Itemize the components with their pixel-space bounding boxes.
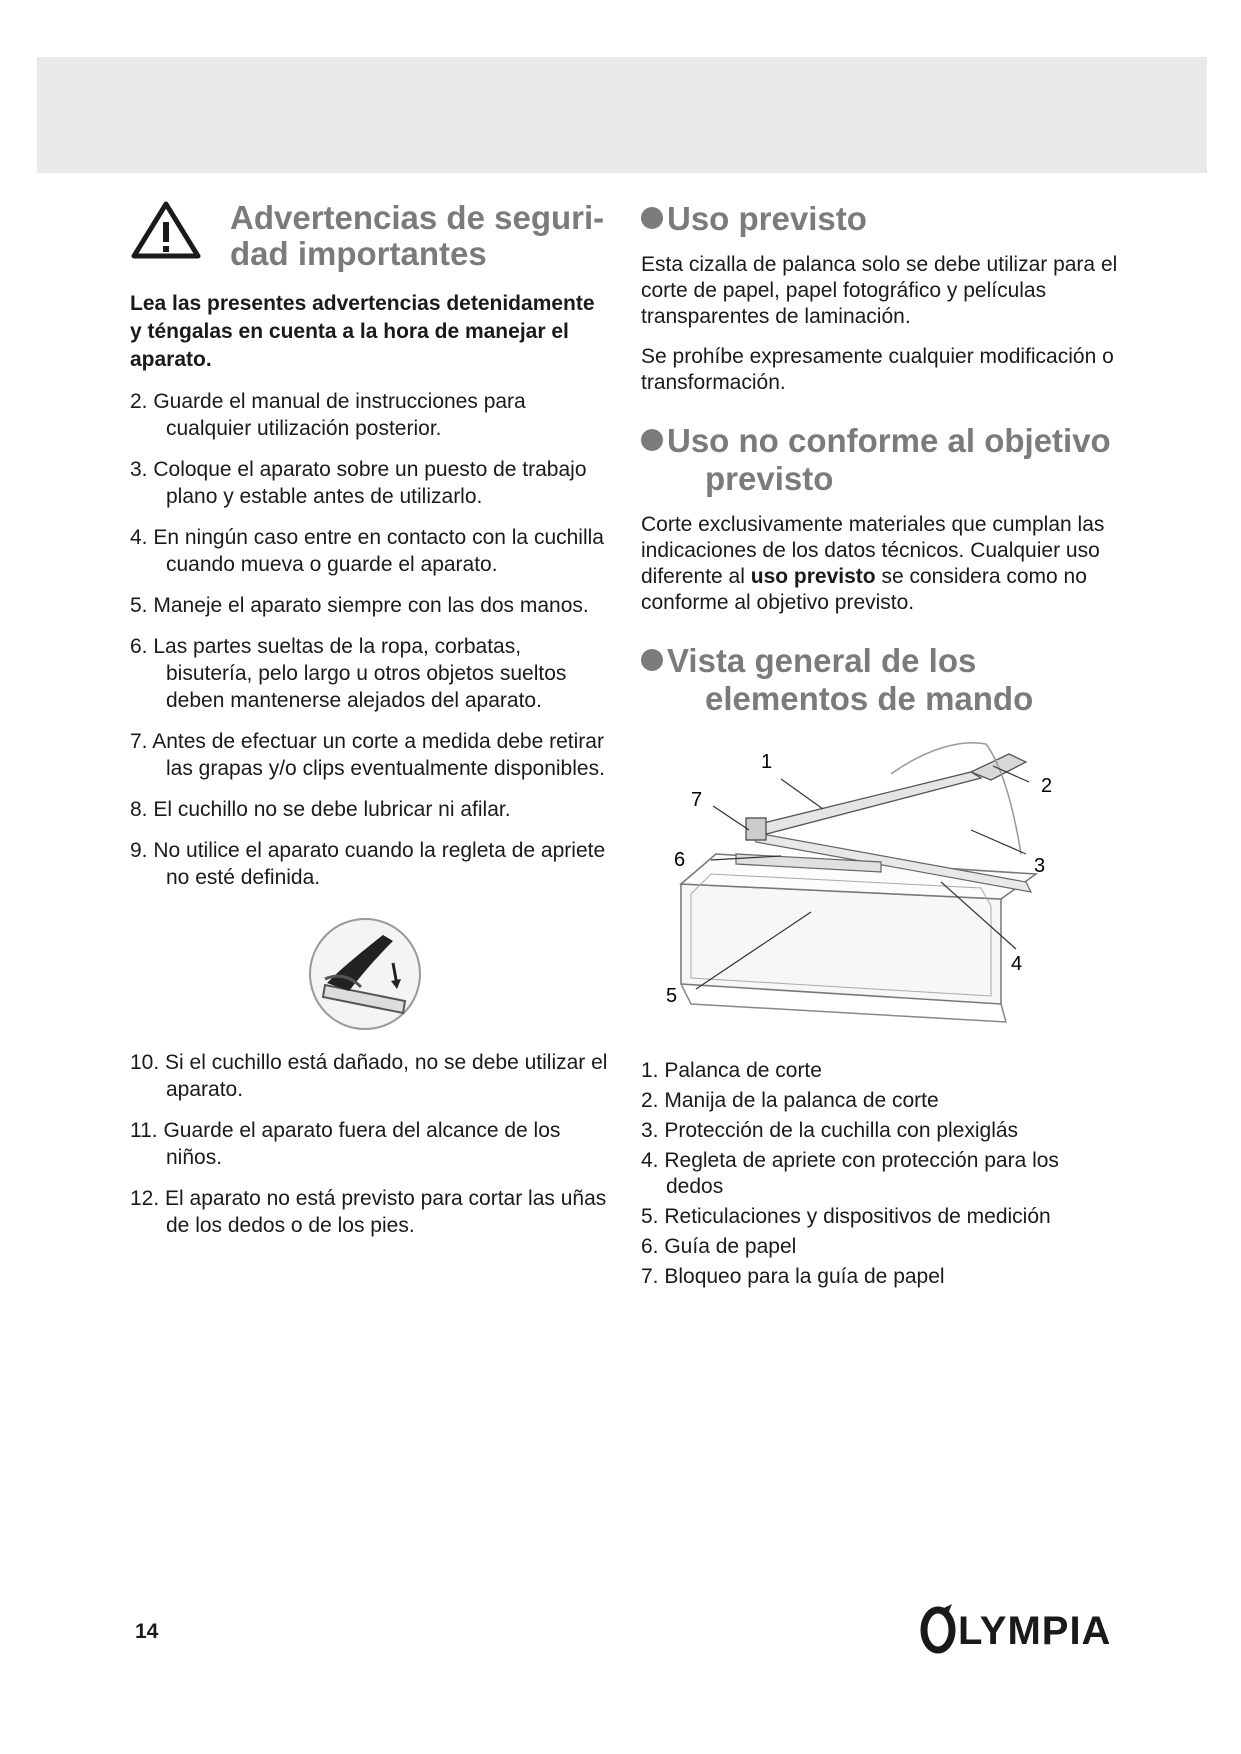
cutter-diagram [641,734,1121,1054]
list-item: 12. El aparato no está previsto para cortar las uñas de los dedos o de los pies. [130,1187,607,1237]
safety-intro: Lea las presentes advertencias detenidamente y téngalas en cuenta a la hora de manejar el aparato. [130,292,595,371]
list-item: 6. Las partes sueltas de la ropa, corbatas, bisutería, pelo largo u otros objetos sueltos deben mantenerse alejados del aparato. [130,635,567,712]
modification-text: Se prohíbe expresamente cualquier modificación o transformación. [641,345,1114,394]
safety-list-a [130,388,610,891]
olympia-logo [918,1602,1134,1656]
callout-2: 2 [1041,775,1053,797]
clamp-illustration [305,915,425,1033]
parts-list [641,1058,1121,1290]
page-number: 14 [135,1620,159,1643]
list-item: 2. Guarde el manual de instrucciones para cualquier utilización posterior. [130,390,526,440]
list-item: 5. Reticulaciones y dispositivos de medición [641,1205,1051,1228]
callout-7: 7 [691,789,703,811]
section-title-misuse: Uso no conforme al objetivo previsto [641,422,1121,498]
section-title-overview: Vista general de los elementos de mando [641,642,1121,718]
safety-title-line1: Advertencias de seguri- [230,199,605,236]
list-item: 7. Bloqueo para la guía de papel [641,1265,945,1288]
svg-text:LYMPIA: LYMPIA [958,1609,1112,1653]
list-item: 1. Palanca de corte [641,1059,822,1082]
list-item: 4. En ningún caso entre en contacto con la cuchilla cuando mueva o guarde el aparato. [130,526,604,576]
list-item: 9. No utilice el aparato cuando la regleta de apriete no esté definida. [130,839,606,889]
list-item: 8. El cuchillo no se debe lubricar ni afilar. [130,798,511,821]
list-item: 4. Regleta de apriete con protección para los dedos [641,1149,1059,1198]
callout-3: 3 [1034,855,1046,877]
usage-column [641,200,1121,1290]
list-item: 7. Antes de efectuar un corte a medida debe retirar las grapas y/o clips eventualmente disponibles. [130,730,605,780]
warning-triangle-icon [130,200,202,260]
list-item: 5. Maneje el aparato siempre con las dos manos. [130,594,589,617]
list-item: 11. Guarde el aparato fuera del alcance de los niños. [130,1119,561,1169]
callout-4: 4 [1011,953,1023,975]
list-item: 6. Guía de papel [641,1235,797,1258]
safety-title-line2: dad importantes [230,235,487,272]
header-band [37,57,1207,173]
callout-6: 6 [674,849,686,871]
bullet-dot-icon [641,207,663,229]
callout-5: 5 [666,985,678,1007]
bullet-dot-icon [641,649,663,671]
section-title-intended-use: Uso previsto [641,200,1121,238]
bullet-dot-icon [641,429,663,451]
safety-heading [130,200,610,272]
misuse-text: Corte exclusivamente materiales que cumplan las indicaciones de los datos técnicos. Cualquier uso diferente al uso previsto se considera como no conforme al objetivo previsto. [641,513,1105,614]
callout-1: 1 [761,751,773,773]
list-item: 10. Si el cuchillo está dañado, no se debe utilizar el aparato. [130,1051,608,1101]
list-item: 2. Manija de la palanca de corte [641,1089,939,1112]
list-item: 3. Coloque el aparato sobre un puesto de trabajo plano y estable antes de utilizarlo. [130,458,587,508]
list-item: 3. Protección de la cuchilla con plexiglás [641,1119,1019,1142]
safety-list-b [130,1049,610,1239]
intended-use-text: Esta cizalla de palanca solo se debe utilizar para el corte de papel, papel fotográfico y películas transparentes de laminación. [641,253,1118,328]
safety-column [130,200,610,1239]
